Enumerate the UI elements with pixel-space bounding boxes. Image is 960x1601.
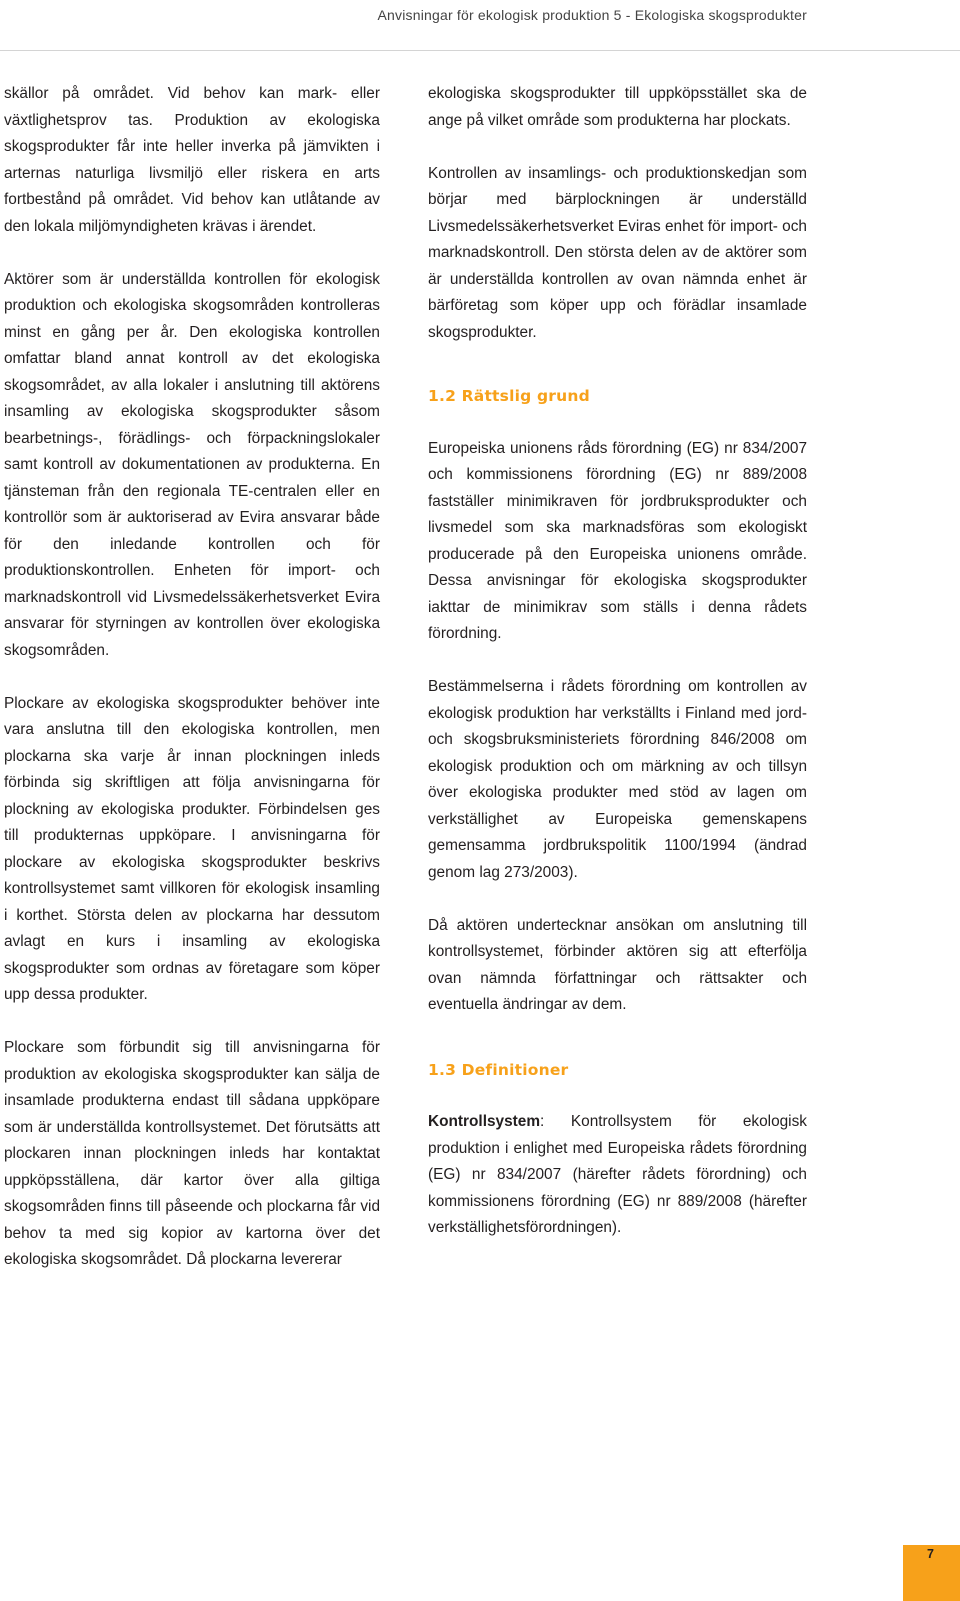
paragraph: Kontrollen av insamlings- och produktionskedjan som börjar med bärplockningen är underställd Livsmedelssäkerhetsverket Eviras enhet för import- och marknadskontroll. Den största delen av de aktörer som är underställda kontrollen av ovan nämnda enhet är bärföretag som köper upp och förädlar insamlade skogsprodukter. xyxy=(428,164,807,341)
paragraph: Aktörer som är underställda kontrollen för ekologisk produktion och ekologiska skogsområden kontrolleras minst en gång per år. Den ekologiska kontrollen omfattar bland annat kontroll av det ekologiska skogsområdet, av alla lokaler i anslutning till aktörens insamling av ekologiska skogsprodukter såsom bearbetnings-, förädlings- och förpackningslokaler samt kontroll av dokumentationen av produkterna. En tjänsteman från den regionala TE-centralen eller en kontrollör som är auktoriserad av Evira ansvarar både för den inledande kontrollen och för produktionskontrollen. Enheten för import- och marknadskontroll vid Livsmedelssäkerhetsverket Evira ansvarar för styrningen av kontrollen över ekologiska skogsområden. xyxy=(4,270,380,659)
paragraph: Bestämmelserna i rådets förordning om kontrollen av ekologisk produktion har verkställts i Finland med jord- och skogsbruksministeriets förordning 846/2008 om ekologisk produktion och om märkning av och tillsyn över ekologiska produkter med stöd av lagen om verkställighet av Europeiska gemenskapens gemensamma jordbrukspolitik 1100/1994 (ändrad genom lag 273/2003). xyxy=(428,678,807,881)
page-header xyxy=(0,0,960,51)
definition-paragraph xyxy=(428,1109,807,1242)
running-header-title: Anvisningar för ekologisk produktion 5 - Ekologiska skogsprodukter xyxy=(377,7,807,23)
page-number: 7 xyxy=(927,1547,934,1561)
paragraph: Europeiska unionens råds förordning (EG) nr 834/2007 och kommissionens förordning (EG) nr 889/2008 fastställer minimikraven för jordbruksprodukter och livsmedel som ska marknadsföras som ekologiskt producerade på den Europeiska unionens område. Dessa anvisningar för ekologiska skogsprodukter iakttar de minimikrav som ställs i denna rådets förordning. xyxy=(428,439,807,642)
page-number-tab xyxy=(903,1545,960,1601)
section-heading-definitions: 1.3 Definitioner xyxy=(428,1060,569,1079)
section-heading-legal-basis: 1.2 Rättslig grund xyxy=(428,387,590,405)
definition-term: Kontrollsystem xyxy=(428,1113,541,1130)
definition-text: : Kontrollsystem för ekologisk produktion i enlighet med Europeiska rådets förordning (EG) nr 834/2007 (härefter rådets förordning) och kommissionens förordning (EG) nr 889/2008 (härefter verkställighetsförordningen). xyxy=(428,1113,807,1236)
paragraph: ekologiska skogsprodukter till uppköpsstället ska de ange på vilket område som produkterna har plockats. xyxy=(428,85,807,129)
paragraph: Då aktören undertecknar ansökan om anslutning till kontrollsystemet, förbinder aktören sig att efterfölja ovan nämnda författningar och rättsakter och eventuella ändringar av dem. xyxy=(428,916,807,1013)
left-column xyxy=(4,81,380,1274)
paragraph: Plockare av ekologiska skogsprodukter behöver inte vara anslutna till den ekologiska kontrollen, men plockarna ska varje år innan plockningen inleds förbinda sig skriftligen att följa anvisningarna för plockning av ekologiska produkter. Förbindelsen ges till produkternas uppköpare. I anvisningarna för plockare av ekologiska skogsprodukter beskrivs kontrollsystemet samt villkoren för ekologisk insamling i korthet. Största delen av plockarna har dessutom avlagt en kurs i insamling av ekologiska skogsprodukter som ordnas av företagare som köper upp dessa produkter. xyxy=(4,694,380,1003)
paragraph: skällor på området. Vid behov kan mark- eller växtlighetsprov tas. Produktion av ekologiska skogsprodukter får inte heller inverka på jämvikten i arternas naturliga livsmiljö eller riskera en arts fortbestånd på området. Vid behov kan utlåtande av den lokala miljömyndigheten krävas i ärendet. xyxy=(4,85,380,235)
paragraph: Plockare som förbundit sig till anvisningarna för produktion av ekologiska skogsprodukter kan sälja de insamlade produkterna endast till sådana uppköpare som är underställda kontrollsystemet. Det förutsätts att plockaren innan plockningen inleds har kontaktat uppköpsställena, där kartor över alla giltiga skogsområden finns till påseende och plockarna får vid behov ta med sig kopior av kartorna över det ekologiska skogsområdet. Då plockarna levererar xyxy=(4,1039,380,1268)
right-column xyxy=(428,81,807,1242)
